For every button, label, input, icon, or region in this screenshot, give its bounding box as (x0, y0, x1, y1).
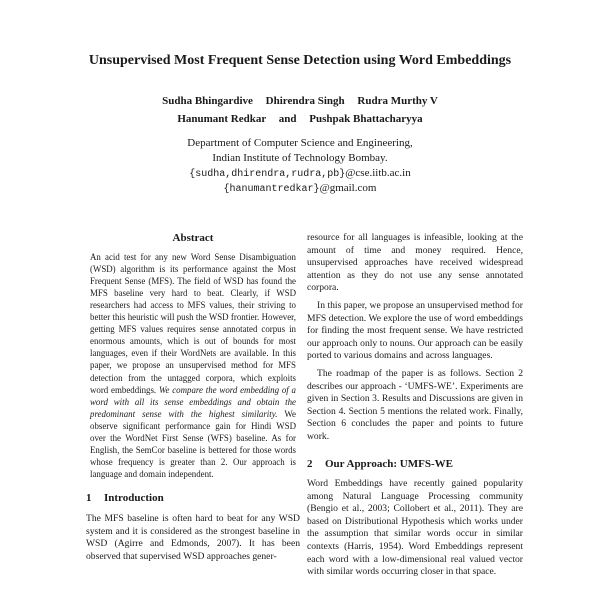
abstract-text (86, 251, 300, 481)
author-conjunction: and (278, 113, 297, 125)
section-1-text: The MFS baseline is often hard to beat for any WSD system and it is considered as the strongest baseline in WSD (Agirre and Edmonds, 2007). It has been observed that supervised WSD approaches gener- (86, 512, 300, 562)
author-name: Pushpak Bhattacharyya (309, 113, 423, 125)
section-2-heading (307, 458, 523, 471)
abstract-text-part: We observe significant performance gain for Hindi WSD over the WordNet First Sense (WFS) baseline. As for English, the SemCor baseline is bettered for those words whose frequency is greater than 2. Our approach is language and domain independent. (90, 408, 296, 480)
section-title: Our Approach: UMFS-WE (325, 457, 453, 470)
authors-line-1 (0, 95, 600, 107)
abstract-text-part: An acid test for any new Word Sense Disambiguation (WSD) algorithm is its performance against the Most Frequent Sense (MFS). The field of WSD has found the MFS baseline very hard to beat. Clearly, if WSD researchers had access to MFS values, their striving to better this heuristic will push the WSD frontier. However, getting MFS values requires sense annotated corpus in enormous amounts, which is out of bounds for most languages, even if their WordNets are available. In this paper, we propose an unsupervised method for MFS detection from the untagged corpora, which exploits word embeddings. (90, 251, 296, 395)
authors-line-2 (0, 113, 600, 125)
paper-title: Unsupervised Most Frequent Sense Detection using Word Embeddings (88, 53, 512, 68)
right-column (307, 232, 523, 579)
author-name: Dhirendra Singh (265, 95, 345, 107)
email-users: {sudha,dhirendra,rudra,pb} (189, 169, 346, 180)
affiliation-email-2 (0, 182, 600, 195)
section-title: Introduction (104, 492, 164, 505)
affiliation-email-1 (0, 167, 600, 180)
affiliation-dept: Department of Computer Science and Engineering, (187, 137, 413, 149)
paragraph: In this paper, we propose an unsupervised method for MFS detection. We explore the use of word embeddings for finding the most frequent sense. We have restricted our approach only to nouns. Our approach can be easily ported to various domains and across languages. (307, 299, 523, 362)
left-column (86, 232, 300, 563)
paragraph: resource for all languages is infeasible, looking at the amount of time and money required. Hence, unsupervised approaches have received widespread attention as they do not use any sense annotated corpora. (307, 232, 523, 294)
section-number: 1 (86, 492, 92, 505)
affiliation-institute: Indian Institute of Technology Bombay. (212, 152, 388, 164)
email-domain: @cse.iitb.ac.in (345, 167, 411, 179)
author-name: Rudra Murthy V (357, 95, 438, 107)
author-name: Sudha Bhingardive (162, 95, 253, 107)
section-2-text: Word Embeddings have recently gained popularity among Natural Language Processing community (Bengio et al., 2003; Collobert et al., 2011). They are based on Distributional Hypothesis which works under the assumption that similar words occur in similar contexts (Harris, 1954). Word Embeddings represent each word with a low-dimensional real valued vector with similar words occurring closer in that space. (307, 478, 523, 578)
section-1-heading (86, 492, 300, 505)
email-domain: @gmail.com (319, 182, 377, 194)
abstract-text-emphasis: We compare the word embedding of a word with all its sense embeddings and obtain the predominant sense with the highest similarity. (90, 384, 296, 419)
email-users: {hanumantredkar} (223, 184, 320, 195)
author-name: Hanumant Redkar (177, 113, 267, 125)
abstract-heading: Abstract (172, 232, 214, 244)
section-number: 2 (307, 457, 313, 470)
paragraph: The roadmap of the paper is as follows. Section 2 describes our approach - ‘UMFS-WE’. Experiments are given in Section 3. Results and Discussions are given in Section 4. Section 5 mentions the related work. Finally, Section 6 concludes the paper and points to future work. (307, 367, 523, 442)
